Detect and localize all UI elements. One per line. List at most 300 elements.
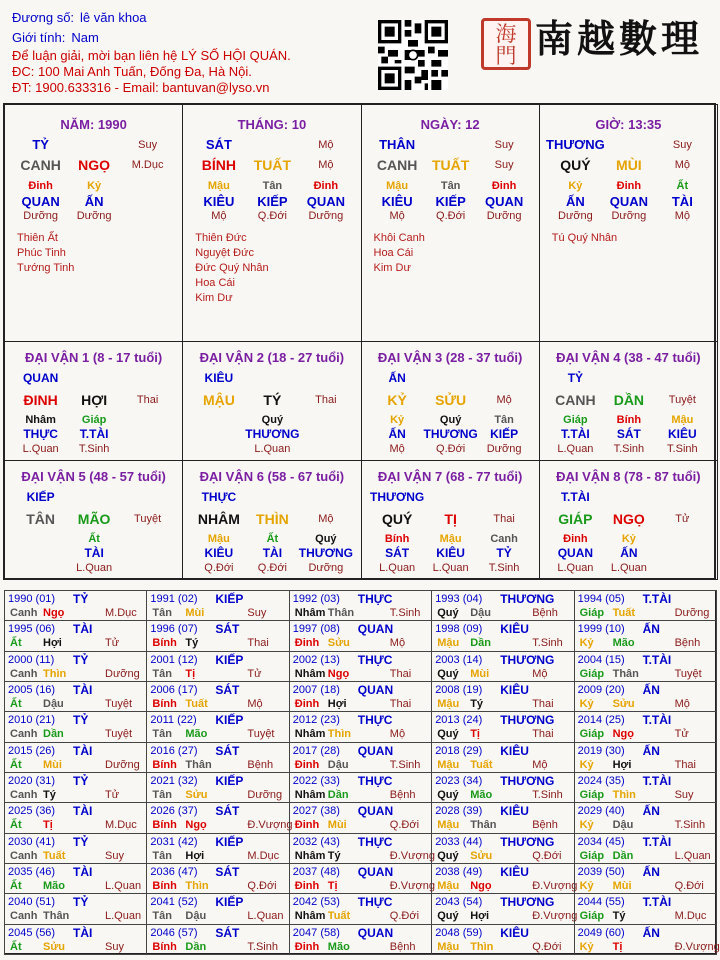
year-truong-sinh: L.Quan <box>105 880 142 892</box>
year-chi: Thìn <box>185 880 209 892</box>
pillar-title: NĂM: 1990 <box>60 117 127 132</box>
year-chi: Ngọ <box>470 880 492 892</box>
pillar-can: CANH <box>376 157 418 173</box>
address-line: ĐC: 100 Mai Anh Tuấn, Đống Đa, Hà Nội. <box>12 64 252 79</box>
year-truong-sinh: Đ.Vượng <box>674 940 720 953</box>
year-cell <box>4 620 147 651</box>
dai-van-truong-sinh: Tuyệt <box>668 394 696 406</box>
year-cell <box>431 833 574 864</box>
year-truong-sinh: Bệnh <box>247 758 274 771</box>
dai-van-truong-sinh: Mộ <box>318 513 334 525</box>
tang-thap-than: ẤN <box>388 427 406 441</box>
name-line <box>12 10 147 26</box>
year-can: Kỷ <box>579 698 594 710</box>
year-can: Giáp <box>579 910 605 923</box>
dai-van-thap-than: KIÊU <box>204 371 234 385</box>
pillar-cell <box>182 104 361 342</box>
year-can: Tân <box>152 789 172 801</box>
tang-can: Kỷ <box>87 180 102 192</box>
year-cell <box>146 681 289 712</box>
year-thap-than: TÀI <box>73 925 93 940</box>
year-thap-than: QUAN <box>357 683 394 697</box>
year-truong-sinh: Mộ <box>674 698 690 710</box>
dai-van-truong-sinh: Thai <box>315 394 337 406</box>
year-chi: Tý <box>612 910 626 923</box>
year-chi: Dậu <box>185 910 207 923</box>
tang-truong-sinh: Dưỡng <box>558 210 593 222</box>
year-label: 2016 (27) <box>150 744 198 757</box>
year-chi: Hợi <box>185 849 205 862</box>
year-cell <box>146 590 289 621</box>
year-cell <box>574 590 717 621</box>
year-truong-sinh: Bệnh <box>389 789 416 801</box>
year-can: Tân <box>152 910 172 923</box>
year-truong-sinh: M.Dục <box>247 849 280 862</box>
year-thap-than: THỰC <box>357 713 393 728</box>
tang-can: Mậu <box>671 414 694 426</box>
year-label: 2034 (45) <box>577 835 625 848</box>
pillar-thap-than: THƯƠNG <box>546 137 605 152</box>
year-can: Canh <box>10 910 38 923</box>
year-truong-sinh: T.Sinh <box>674 819 706 832</box>
year-chi: Dậu <box>470 607 491 619</box>
pillar-chi-truong-sinh: Mộ <box>318 159 334 171</box>
year-can: Mậu <box>437 880 460 892</box>
year-truong-sinh: Thai <box>389 698 412 710</box>
year-label: 2003 (14) <box>435 653 483 666</box>
yearly-table <box>4 590 720 954</box>
year-chi: Tị <box>612 940 623 953</box>
year-truong-sinh: Thai <box>247 637 269 650</box>
sex-value: Nam <box>71 30 99 45</box>
year-cell <box>146 711 289 742</box>
tang-thap-than: ẤN <box>566 194 585 209</box>
year-thap-than: T.TÀI <box>642 895 672 910</box>
year-label: 2031 (42) <box>150 835 198 848</box>
year-truong-sinh: M.Dục <box>674 910 707 923</box>
tang-truong-sinh: Q.Đới <box>257 562 287 574</box>
year-truong-sinh: Q.Đới <box>532 940 562 953</box>
year-thap-than: SÁT <box>215 622 240 637</box>
year-cell <box>4 590 147 621</box>
year-thap-than: KIẾP <box>215 774 244 788</box>
name-value: lê văn khoa <box>80 10 147 25</box>
year-can: Bính <box>152 637 177 650</box>
pillar-chi-truong-sinh: Suy <box>494 159 514 171</box>
year-can: Mậu <box>437 698 460 710</box>
tang-truong-sinh: Q.Đới <box>257 210 287 222</box>
year-cell <box>289 711 432 742</box>
tang-thap-than: KIÊU <box>203 194 235 209</box>
tang-truong-sinh: L.Quan <box>254 443 291 455</box>
year-thap-than: KIẾP <box>215 895 244 910</box>
year-can: Canh <box>10 667 38 680</box>
year-thap-than: KIÊU <box>500 804 529 819</box>
tang-thap-than: QUAN <box>21 194 60 209</box>
pillar-can: QUÝ <box>560 157 591 173</box>
tang-can: Nhâm <box>25 414 56 426</box>
dai-van-title: ĐẠI VẬN 6 (58 - 67 tuổi) <box>199 469 345 484</box>
tang-thap-than: THƯƠNG <box>298 546 353 560</box>
than-sat: Thiên Ất <box>17 232 58 244</box>
year-thap-than: TỶ <box>73 895 89 910</box>
year-can: Nhâm <box>294 607 326 619</box>
tang-thap-than: SÁT <box>616 427 641 441</box>
year-chi: Mão <box>612 637 635 650</box>
year-can: Quý <box>437 789 459 801</box>
year-thap-than: KIẾP <box>215 592 244 606</box>
year-can: Canh <box>10 728 38 741</box>
tang-thap-than: QUAN <box>557 546 594 560</box>
year-thap-than: THƯƠNG <box>500 895 555 910</box>
tang-truong-sinh: Q.Đới <box>436 210 466 222</box>
seal-logo: 海 門 <box>481 18 531 70</box>
year-label: 2009 (20) <box>577 684 625 696</box>
year-truong-sinh: Mộ <box>247 698 263 710</box>
dai-van-truong-sinh: Thai <box>493 513 515 525</box>
than-sat: Kim Dư <box>195 292 233 304</box>
year-label: 2007 (18) <box>292 684 340 696</box>
tang-truong-sinh: T.Sinh <box>78 443 110 455</box>
year-can: Mậu <box>437 758 460 771</box>
tang-thap-than: QUAN <box>609 194 649 209</box>
year-cell <box>4 772 147 803</box>
year-thap-than: TÀI <box>73 804 93 819</box>
year-thap-than: T.TÀI <box>642 774 672 788</box>
tang-can: Canh <box>490 533 518 545</box>
tang-truong-sinh: L.Quan <box>76 562 113 574</box>
year-chi: Mão <box>185 728 208 741</box>
tang-can: Tân <box>494 414 514 426</box>
dai-van-can: KỶ <box>387 392 407 408</box>
tang-can: Đinh <box>313 180 339 192</box>
tang-can: Đinh <box>563 533 588 545</box>
year-thap-than: TỶ <box>73 713 89 728</box>
pillar-thap-than: TỶ <box>32 137 49 152</box>
year-thap-than: THỰC <box>357 774 393 788</box>
year-cell <box>4 863 147 894</box>
year-label: 2001 (12) <box>150 653 198 666</box>
year-cell <box>146 620 289 651</box>
year-label: 1995 (06) <box>8 623 56 636</box>
dai-van-truong-sinh: Mộ <box>496 394 512 406</box>
dai-van-chi: DẦN <box>613 392 645 408</box>
tang-thap-than: KIẾP <box>257 194 288 209</box>
year-truong-sinh: Bệnh <box>389 940 416 953</box>
year-truong-sinh: Đ.Vượng <box>532 910 578 923</box>
year-cell <box>574 863 717 894</box>
year-label: 2036 (47) <box>150 866 198 878</box>
year-truong-sinh: Thai <box>389 667 412 680</box>
tang-can: Giáp <box>563 414 588 426</box>
year-chi: Tị <box>43 819 53 832</box>
year-label: 2039 (50) <box>577 866 625 878</box>
year-cell <box>574 802 717 833</box>
year-truong-sinh: Q.Đới <box>389 819 420 832</box>
year-cell <box>431 802 574 833</box>
year-label: 2015 (26) <box>8 744 56 757</box>
dai-van-can: MẬU <box>202 392 235 408</box>
year-chi: Tý <box>327 849 341 862</box>
year-truong-sinh: Q.Đới <box>247 880 277 892</box>
year-thap-than: ẤN <box>642 804 660 819</box>
year-truong-sinh: T.Sinh <box>389 758 421 771</box>
pillar-chi: TUẤT <box>253 157 292 173</box>
year-label: 2014 (25) <box>577 714 625 727</box>
tang-truong-sinh: Dưỡng <box>486 210 522 222</box>
year-thap-than: ẤN <box>642 622 660 637</box>
year-can: Bính <box>152 880 177 892</box>
tang-truong-sinh: L.Quan <box>22 443 59 455</box>
year-cell <box>146 833 289 864</box>
year-can: Nhâm <box>294 667 326 680</box>
year-can: Đinh <box>294 880 320 892</box>
year-can: Nhâm <box>294 728 326 741</box>
year-thap-than: QUAN <box>357 622 394 637</box>
year-thap-than: QUAN <box>357 804 394 819</box>
year-chi: Tuất <box>185 698 208 710</box>
year-label: 1996 (07) <box>150 623 198 636</box>
year-chi: Dậu <box>612 819 634 832</box>
year-chi: Mùi <box>612 880 632 892</box>
dai-van-thap-than: QUAN <box>22 371 59 385</box>
year-can: Quý <box>437 667 459 680</box>
tang-truong-sinh: Dưỡng <box>611 210 647 222</box>
year-can: Ất <box>10 819 22 832</box>
dai-van-can: ĐINH <box>23 392 58 408</box>
year-chi: Thìn <box>43 667 67 680</box>
year-truong-sinh: Dưỡng <box>105 758 140 771</box>
year-label: 1998 (09) <box>435 623 483 636</box>
tang-truong-sinh: Dưỡng <box>486 443 522 455</box>
year-label: 2029 (40) <box>577 805 625 818</box>
year-chi: Hợi <box>327 698 347 710</box>
pillar-chi-truong-sinh: M.Dục <box>131 159 164 171</box>
year-thap-than: TÀI <box>73 743 93 758</box>
tang-truong-sinh: Mộ <box>674 210 690 222</box>
tang-thap-than: ẤN <box>620 546 638 560</box>
year-can: Canh <box>10 789 38 801</box>
dai-van-chi: MÃO <box>77 511 111 527</box>
year-truong-sinh: Suy <box>674 789 694 801</box>
year-label: 2049 (60) <box>577 926 625 939</box>
year-truong-sinh: Tuyệt <box>105 698 133 710</box>
year-truong-sinh: Đ.Vượng <box>389 849 435 862</box>
year-cell <box>146 802 293 833</box>
year-chi: Sửu <box>612 698 635 710</box>
year-truong-sinh: Bệnh <box>532 819 558 832</box>
year-label: 2024 (35) <box>577 775 625 787</box>
year-label: 2004 (15) <box>577 653 625 666</box>
year-can: Kỷ <box>579 819 594 832</box>
tang-can: Kỷ <box>390 414 405 426</box>
year-chi: Tý <box>43 789 56 801</box>
year-thap-than: TỶ <box>73 592 89 606</box>
year-label: 2022 (33) <box>292 775 340 787</box>
than-sat: Hoa Cái <box>373 247 414 259</box>
year-cell <box>289 651 432 682</box>
dai-van-can: GIÁP <box>558 511 593 527</box>
year-can: Ất <box>10 940 22 953</box>
year-can: Quý <box>437 728 459 741</box>
year-truong-sinh: Mộ <box>532 667 548 680</box>
year-label: 2042 (53) <box>292 896 340 909</box>
year-truong-sinh: L.Quan <box>674 849 711 862</box>
dai-van-can: QUÝ <box>381 511 413 527</box>
year-can: Tân <box>152 849 172 862</box>
year-cell <box>4 833 147 864</box>
dai-van-title: ĐẠI VẬN 1 (8 - 17 tuổi) <box>25 350 163 365</box>
tang-thap-than: QUAN <box>306 194 345 209</box>
year-can: Nhâm <box>294 789 326 801</box>
year-cell <box>4 924 147 955</box>
pillar-cell <box>361 104 540 342</box>
year-thap-than: KIẾP <box>215 834 244 849</box>
year-chi: Mùi <box>43 758 62 771</box>
tang-truong-sinh: Dưỡng <box>76 210 112 222</box>
tang-thap-than: TÀI <box>84 546 104 560</box>
year-cell <box>289 742 432 773</box>
year-cell <box>4 711 147 742</box>
year-can: Nhâm <box>294 910 326 923</box>
year-cell <box>574 924 720 955</box>
year-truong-sinh: M.Dục <box>105 607 137 619</box>
tang-thap-than: KIÊU <box>436 546 465 560</box>
year-truong-sinh: T.Sinh <box>247 940 278 953</box>
year-chi: Mão <box>327 940 350 953</box>
tang-truong-sinh: L.Quan <box>432 562 469 574</box>
pillar-cell <box>4 104 183 342</box>
year-truong-sinh: Dưỡng <box>247 789 283 801</box>
tang-thap-than: KIẾP <box>490 427 519 441</box>
year-cell <box>431 863 578 894</box>
year-truong-sinh: Tử <box>674 728 689 741</box>
year-label: 2044 (55) <box>577 896 625 909</box>
year-label: 2045 (56) <box>8 926 56 939</box>
year-can: Tân <box>152 607 172 619</box>
year-chi: Dậu <box>327 758 349 771</box>
year-can: Giáp <box>579 789 605 801</box>
year-cell <box>146 863 289 894</box>
year-can: Nhâm <box>294 849 326 862</box>
year-label: 2005 (16) <box>8 684 56 696</box>
year-can: Mậu <box>437 940 460 953</box>
pillar-can: CANH <box>20 157 61 173</box>
year-cell <box>146 651 289 682</box>
tang-can: Mậu <box>439 533 462 545</box>
year-chi: Tuất <box>43 849 66 862</box>
year-can: Giáp <box>579 849 605 862</box>
sex-label: Giới tính: <box>12 30 66 45</box>
year-thap-than: ẤN <box>642 925 660 940</box>
year-can: Quý <box>437 607 459 619</box>
year-cell <box>289 924 432 955</box>
year-thap-than: TÀI <box>73 622 93 637</box>
year-thap-than: TỶ <box>73 834 89 849</box>
dai-van-title: ĐẠI VẬN 3 (28 - 37 tuổi) <box>377 350 523 365</box>
tang-thap-than: KIẾP <box>435 194 466 209</box>
dai-van-chi: HỢI <box>81 392 108 408</box>
year-thap-than: T.TÀI <box>642 592 672 606</box>
tang-truong-sinh: Mộ <box>211 210 227 222</box>
year-thap-than: KIÊU <box>500 683 529 697</box>
dai-van-cell <box>539 341 718 461</box>
tang-thap-than: SÁT <box>385 546 410 560</box>
year-chi: Dần <box>43 728 64 741</box>
year-thap-than: KIÊU <box>500 865 529 879</box>
tang-truong-sinh: Dưỡng <box>308 210 344 222</box>
year-label: 2006 (17) <box>150 684 198 696</box>
year-chi: Sửu <box>43 940 66 953</box>
year-chi: Tuất <box>470 758 493 771</box>
pillar-chi: MÙI <box>616 157 642 173</box>
tang-thap-than: QUAN <box>484 194 524 209</box>
year-label: 2047 (58) <box>292 926 340 939</box>
name-label: Đương số: <box>12 10 75 25</box>
year-chi: Thân <box>470 819 497 832</box>
tang-truong-sinh: T.Sinh <box>667 443 698 455</box>
year-truong-sinh: Dưỡng <box>105 667 140 680</box>
year-truong-sinh: Q.Đới <box>674 880 704 892</box>
year-chi: Tị <box>185 667 196 680</box>
year-chi: Hợi <box>470 910 490 923</box>
tang-thap-than: THƯƠNG <box>245 427 300 441</box>
year-cell <box>289 620 432 651</box>
year-thap-than: QUAN <box>357 743 394 758</box>
year-label: 2011 (22) <box>150 714 197 727</box>
tang-thap-than: THƯƠNG <box>423 427 478 441</box>
tang-can: Quý <box>315 533 337 545</box>
tang-can: Tân <box>262 180 283 192</box>
year-truong-sinh: Đ.Vượng <box>389 880 435 892</box>
pillar-truong-sinh: Suy <box>672 139 692 151</box>
year-chi: Dần <box>612 849 634 862</box>
year-thap-than: ẤN <box>642 865 660 879</box>
year-chi: Dần <box>470 637 491 650</box>
header <box>0 0 720 100</box>
year-label: 2012 (23) <box>292 714 340 727</box>
year-thap-than: SÁT <box>215 683 240 697</box>
than-sat: Nguyệt Đức <box>195 247 254 259</box>
year-can: Đinh <box>294 637 320 650</box>
year-can: Giáp <box>579 728 605 741</box>
year-thap-than: QUAN <box>357 865 394 879</box>
tang-can: Quý <box>439 414 462 426</box>
year-truong-sinh: T.Sinh <box>532 637 563 650</box>
year-label: 2025 (36) <box>8 805 56 818</box>
tang-truong-sinh: Q.Đới <box>204 562 234 574</box>
year-cell <box>431 893 578 924</box>
year-chi: Tuất <box>327 910 351 923</box>
year-chi: Tị <box>327 880 338 892</box>
year-label: 1993 (04) <box>435 593 483 605</box>
year-chi: Mùi <box>470 667 490 680</box>
year-thap-than: TÀI <box>73 865 93 879</box>
year-can: Bính <box>152 819 177 832</box>
pillar-chi: TUẤT <box>431 157 470 173</box>
tang-can: Ất <box>676 180 689 192</box>
dai-van-thap-than: KIẾP <box>26 490 55 504</box>
year-truong-sinh: L.Quan <box>105 910 142 923</box>
year-can: Ất <box>10 758 22 771</box>
year-truong-sinh: Q.Đới <box>532 849 562 862</box>
year-thap-than: SÁT <box>215 804 240 819</box>
pillar-truong-sinh: Mộ <box>318 139 334 151</box>
year-thap-than: SÁT <box>215 743 240 758</box>
year-chi: Mùi <box>185 607 205 619</box>
year-chi: Thân <box>612 667 639 680</box>
year-can: Bính <box>152 698 177 710</box>
